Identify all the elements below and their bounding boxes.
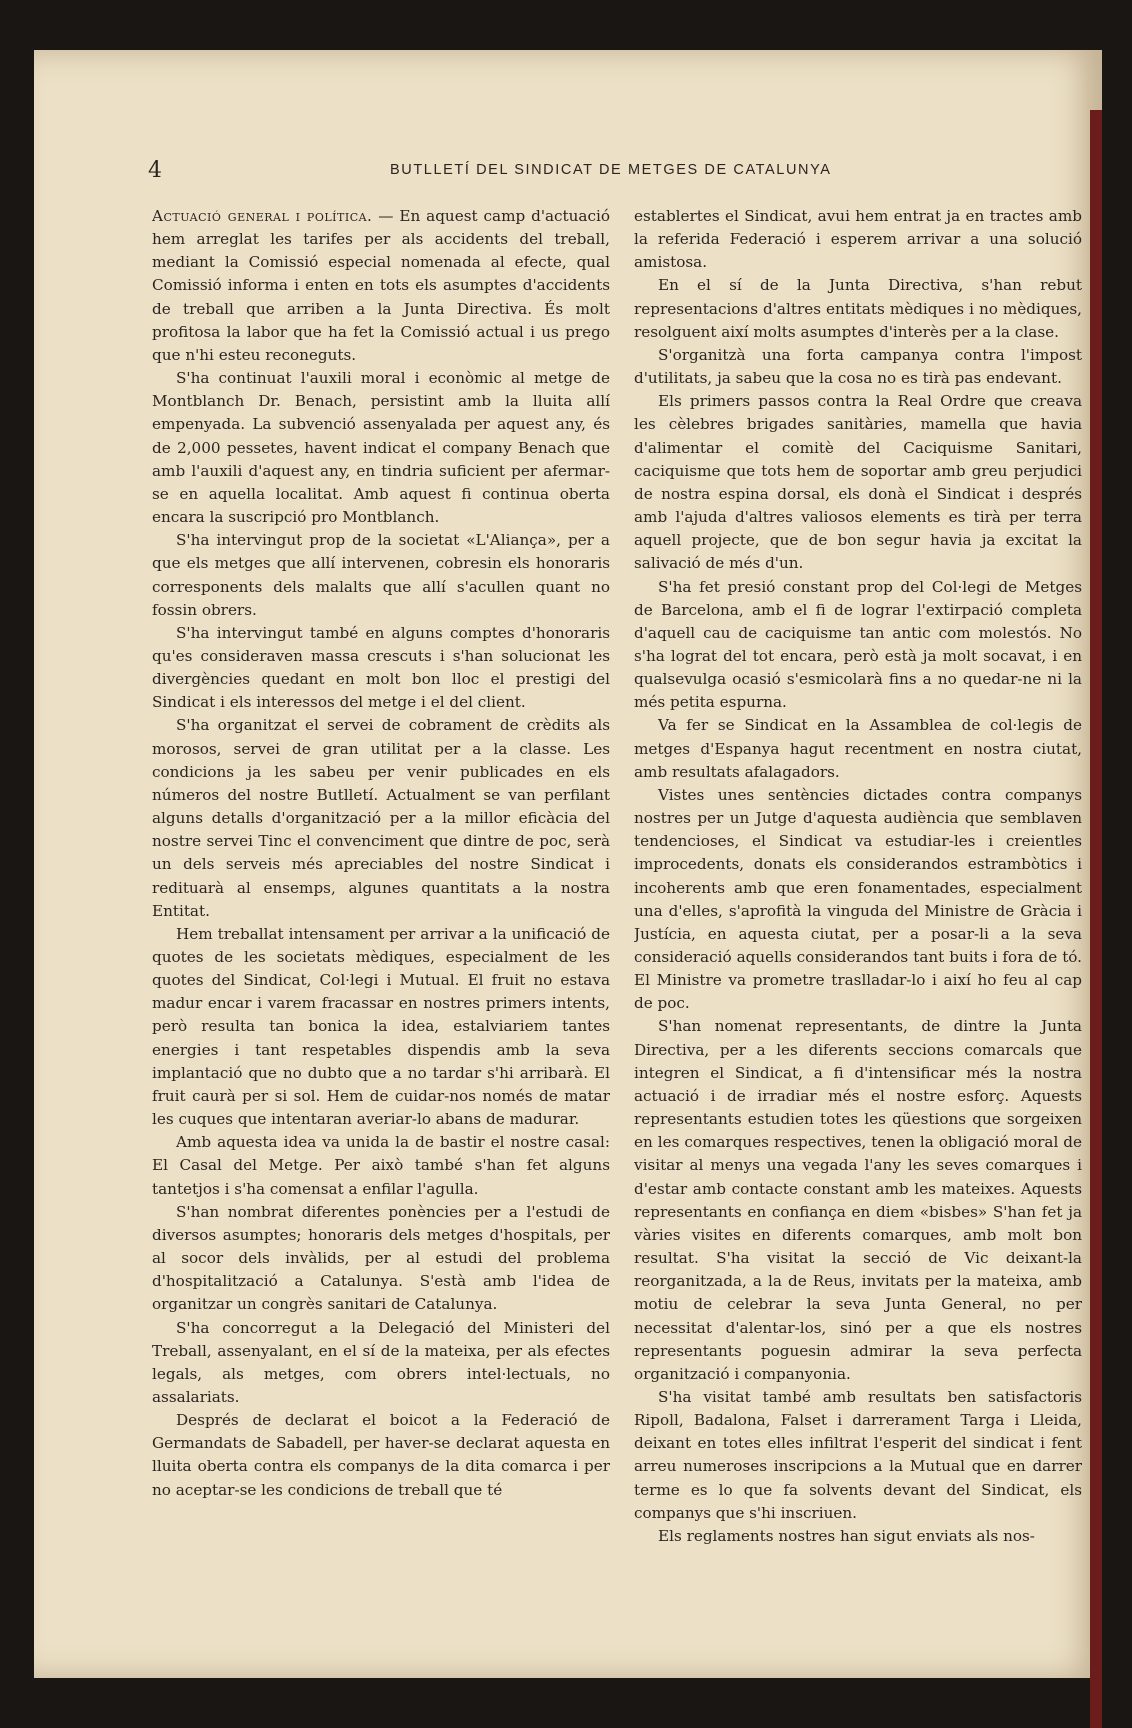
paragraph bbox=[152, 205, 610, 367]
right-column bbox=[634, 205, 1082, 1548]
paragraph: S'ha intervingut també en alguns comptes d'honoraris qu'es consideraven massa crescuts i s'han solucionat les divergències quedant en molt bon lloc el prestigi del Sindicat i els interessos del metge i el del client. bbox=[152, 623, 610, 712]
page-header bbox=[148, 160, 1108, 184]
paragraph: S'han nombrat diferentes ponències per a l'estudi de diversos asumptes; honoraris dels metges d'hospitals, per al socor dels invàlids, per al estudi del problema d'hospitalització a Catalunya. S'està amb l'idea de organitzar un congrès sanitari de Catalunya. bbox=[152, 1202, 610, 1314]
section-heading: Actuació general i política. bbox=[152, 207, 373, 225]
paragraph: S'ha continuat l'auxili moral i econòmic al metge de Montblanch Dr. Benach, persistint amb la lluita allí empenyada. La subvenció assenyalada per aquest any, és de 2,000 pessetes, havent indicat el company Benach que amb l'auxili d'aquest any, en tindria suficient per afermar-se en aquella localitat. Amb aquest fi continua oberta encara la suscripció pro Montblanch. bbox=[152, 369, 610, 527]
paragraph: Amb aquesta idea va unida la de bastir el nostre casal: El Casal del Metge. Per això també s'han fet alguns tantetjos i s'ha comensat a enfilar l'agulla. bbox=[152, 1133, 610, 1198]
paragraph: S'ha concorregut a la Delegació del Ministeri del Treball, assenyalant, en el sí de la mateixa, per als efectes legals, als metges, com obrers intel·lectuals, no assalariats. bbox=[152, 1318, 610, 1406]
paragraph: Després de declarat el boicot a la Federació de Germandats de Sabadell, per haver-se declarat aquesta en lluita oberta contra els companys de la dita comarca i per no aceptar-se les condicions de treball que té bbox=[152, 1411, 610, 1499]
paragraph: Els reglaments nostres han sigut enviats als nos- bbox=[658, 1526, 1035, 1545]
paragraph: Hem treballat intensament per arrivar a la unificació de quotes de les societats mèdiques, especialment de les quotes del Sindicat, Col·legi i Mutual. El fruit no estava madur encar i varem fracassar en nostres primers intents, però resulta tan bonica la idea, estalviariem tantes energies i tant respetables dispendis amb la seva implantació que no dubto que a no tardar s'hi arribarà. El fruit caurà per si sol. Hem de cuidar-nos només de matar les cuques que intentaran averiar-lo abans de madurar. bbox=[152, 924, 610, 1129]
paragraph: Els primers passos contra la Real Ordre que creava les cèlebres brigades sanitàries, mamella que havia d'alimentar el comitè del Caciquisme Sanitari, caciquisme que tots hem de soportar amb greu perjudici de nostra espina dorsal, els donà el Sindicat i després amb l'ajuda d'altres valiosos elements es tirà per terra aquell projecte, que de bon segur havia ja excitat la salivació de més d'un. bbox=[634, 392, 1082, 573]
book-spine bbox=[1090, 110, 1102, 1728]
paragraph: S'organitzà una forta campanya contra l'impost d'utilitats, ja sabeu que la cosa no es tirà pas endevant. bbox=[634, 345, 1082, 388]
paragraph: S'han nomenat representants, de dintre la Junta Directiva, per a les diferents seccions comarcals que integren el Sindicat, a fi d'intensificar més la nostra actuació i de irradiar més el nostre esforç. Aquests representants estudien totes les qüestions que sorgeixen en les comarques respectives, tenen la obligació moral de visitar al menys una vegada l'any les seves comarques i d'estar amb contacte constant amb les mateixes. Aquests representants en confiança en diem «bisbes» S'han fet ja vàries visites en diferents comarques, amb molt bon resultat. S'ha visitat la secció de Vic deixant-la reorganitzada, a la de Reus, invitats per la mateixa, amb motiu de celebrar la seva Junta General, no per necessitat d'alentar-los, sinó per a que els nostres representants poguesin admirar la seva perfecta organització i companyonia. bbox=[634, 1017, 1082, 1383]
page-number: 4 bbox=[148, 158, 162, 183]
paragraph: establertes el Sindicat, avui hem entrat ja en tractes amb la referida Federació i esperem arrivar a una solució amistosa. bbox=[634, 207, 1082, 272]
paragraph: S'ha intervingut prop de la societat «L'Aliança», per a que els metges que allí intervenen, cobresin els honoraris corresponents dels malalts que allí s'acullen quant no fossin obrers. bbox=[152, 531, 610, 619]
paragraph: S'ha fet presió constant prop del Col·legi de Metges de Barcelona, amb el fi de lograr l'extirpació completa d'aquell cau de caciquisme tan antic com molestós. No s'ha lograt del tot encara, però està ja molt socavat, i en qualsevulga ocasió s'esmicolarà fins a no quedar-ne ni la més petita espurna. bbox=[634, 577, 1082, 712]
paragraph-text: — En aquest camp d'actuació hem arreglat les tarifes per als accidents del treball, mediant la Comissió especial nomenada al efecte, qual Comissió informa i enten en tots els asumptes d'accidents de treball que arriben a la Junta Directiva. És molt profitosa la labor que ha fet la Comissió actual i us prego que n'hi esteu reconeguts. bbox=[152, 207, 610, 364]
left-column bbox=[152, 205, 610, 1502]
running-title: BUTLLETÍ DEL SINDICAT DE METGES DE CATALUNYA bbox=[390, 162, 832, 178]
paragraph: Vistes unes sentències dictades contra companys nostres per un Jutge d'aquesta audiència que semblaven tendencioses, el Sindicat va estudiar-les i creientles improcedents, donats els considerandos estrambòtics i incoherents amb que eren fonamentades, especialment una d'elles, s'aprofità la vinguda del Ministre de Gràcia i Justícia, en aquesta ciutat, per a posar-li a la seva consideració aquells considerandos tant buits i fora de tó. El Ministre va prometre traslladar-lo i així ho feu al cap de poc. bbox=[634, 785, 1082, 1013]
paragraph: S'ha organitzat el servei de cobrament de crèdits als morosos, servei de gran utilitat per a la classe. Les condicions ja les sabeu per venir publicades en els números del nostre Butlletí. Actualment se van perfilant alguns detalls d'organització per a la millor eficàcia del nostre servei Tinc el convenciment que dintre de poc, serà un dels serveis més apreciables del nostre Sindicat i redituarà al ensemps, algunes quantitats a la nostra Entitat. bbox=[152, 716, 610, 920]
paragraph: S'ha visitat també amb resultats ben satisfactoris Ripoll, Badalona, Falset i darrerament Targa i Lleida, deixant en totes elles infiltrat l'esperit del sindicat i fent arreu numeroses inscripcions a la Mutual que en darrer terme es lo que fa solvents devant del Sindicat, els companys que s'hi inscriuen. bbox=[634, 1387, 1082, 1522]
paragraph: Va fer se Sindicat en la Assamblea de col·legis de metges d'Espanya hagut recentment en nostra ciutat, amb resultats afalagadors. bbox=[634, 716, 1082, 781]
paragraph: En el sí de la Junta Directiva, s'han rebut representacions d'altres entitats mèdiques i no mèdiques, resolguent així molts asumptes d'interès per a la clase. bbox=[634, 276, 1082, 341]
